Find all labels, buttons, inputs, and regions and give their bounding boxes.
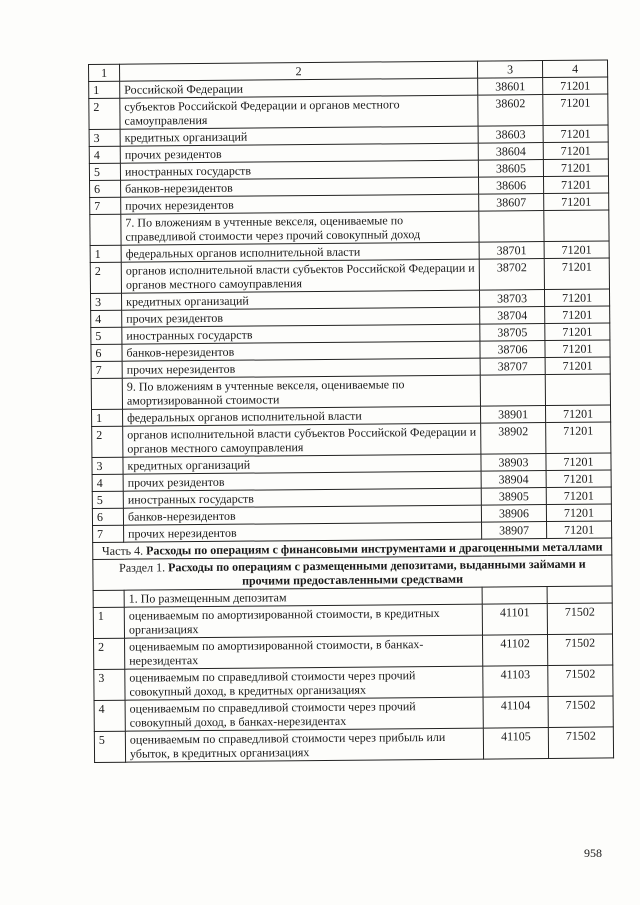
row-description: кредитных организаций — [122, 290, 480, 310]
row-number — [90, 214, 121, 245]
account-code: 38602 — [478, 95, 543, 127]
section-1-title: Расходы по операциям с размещенными депозитами, выданными займами и прочими предоставленными средствами — [168, 556, 586, 588]
row-number — [91, 378, 122, 409]
row-number: 4 — [92, 474, 123, 491]
row-number: 1 — [89, 81, 120, 98]
symbol-code: 71201 — [547, 521, 612, 539]
account-code: 38902 — [481, 423, 546, 455]
account-code — [479, 211, 544, 243]
row-description: органов исполнительной власти субъектов Российской Федерации и органов местного самоуправления — [121, 259, 479, 293]
row-description: оцениваемым по справедливой стоимости через прочий совокупный доход, в кредитных организациях — [125, 666, 483, 700]
table-row — [94, 665, 613, 701]
row-number: 7 — [93, 525, 124, 542]
row-number: 3 — [92, 457, 123, 474]
row-number: 4 — [89, 146, 120, 163]
account-code: 41102 — [482, 635, 547, 667]
row-description: банков-нерезидентов — [122, 341, 480, 361]
symbol-code: 71502 — [548, 665, 613, 697]
symbol-code: 71201 — [546, 504, 611, 522]
account-code: 38704 — [480, 307, 545, 325]
table-row — [89, 94, 608, 130]
row-number: 1 — [90, 245, 121, 262]
accounts-table — [88, 59, 614, 763]
header-cell-2: 2 — [120, 61, 478, 81]
symbol-code: 71502 — [547, 634, 612, 666]
account-code: 41101 — [482, 604, 547, 636]
row-number: 5 — [92, 491, 123, 508]
row-description: субъектов Российской Федерации и органов местного самоуправления — [120, 95, 478, 129]
section-1-heading — [93, 555, 612, 591]
symbol-code: 71502 — [547, 603, 612, 635]
row-description: банков-нерезидентов — [121, 177, 479, 197]
symbol-code: 71201 — [543, 94, 608, 126]
account-code: 38706 — [480, 341, 545, 359]
symbol-code: 71201 — [543, 142, 608, 160]
part-4-prefix: Часть 4. — [101, 543, 147, 558]
table-row — [90, 258, 609, 294]
row-description: 9. По вложениям в учтенные векселя, оцениваемые по амортизированной стоимости — [122, 375, 480, 409]
row-description: федеральных органов исполнительной власти — [121, 242, 479, 262]
account-code: 38701 — [479, 242, 544, 260]
table-row — [94, 634, 613, 670]
symbol-code — [544, 210, 609, 242]
row-number: 3 — [91, 293, 122, 310]
table-row — [94, 696, 613, 732]
row-description: 7. По вложениям в учтенные векселя, оцениваемые по справедливой стоимости через прочий совокупный доход — [121, 211, 479, 245]
row-number: 7 — [91, 361, 122, 378]
account-code: 38903 — [481, 454, 546, 472]
symbol-code: 71201 — [544, 258, 609, 290]
row-description: органов исполнительной власти субъектов Российской Федерации и органов местного самоуправления — [123, 423, 481, 457]
account-code: 38906 — [481, 505, 546, 523]
account-code: 38904 — [481, 471, 546, 489]
row-number: 4 — [91, 310, 122, 327]
row-number: 7 — [90, 197, 121, 214]
row-number: 6 — [92, 508, 123, 525]
row-description: 1. По размещенным депозитам — [124, 587, 482, 607]
symbol-code — [547, 586, 612, 604]
row-number: 3 — [94, 669, 125, 700]
section-1-prefix: Раздел 1. — [119, 560, 169, 575]
symbol-code: 71201 — [544, 241, 609, 259]
table-row — [91, 374, 610, 410]
row-description: оцениваемым по амортизированной стоимости, в банках-нерезидентах — [125, 635, 483, 669]
page-number: 958 — [584, 846, 602, 860]
header-cell-1: 1 — [89, 64, 120, 81]
symbol-code — [545, 374, 610, 406]
table-row — [94, 727, 613, 763]
symbol-code: 71201 — [543, 159, 608, 177]
symbol-code: 71201 — [546, 487, 611, 505]
row-description: прочих нерезидентов — [122, 358, 480, 378]
row-description: банков-нерезидентов — [123, 505, 481, 525]
row-description: кредитных организаций — [123, 454, 481, 474]
account-code: 38703 — [479, 290, 544, 308]
row-description: иностранных государств — [123, 488, 481, 508]
row-number: 3 — [89, 129, 120, 146]
symbol-code: 71502 — [548, 696, 613, 728]
row-number: 4 — [94, 700, 125, 731]
row-number: 2 — [89, 98, 120, 129]
symbol-code: 71201 — [546, 470, 611, 488]
symbol-code: 71201 — [546, 422, 611, 454]
symbol-code: 71201 — [544, 289, 609, 307]
account-code: 38601 — [478, 78, 543, 96]
row-number: 2 — [92, 426, 123, 457]
row-description: прочих резидентов — [120, 143, 478, 163]
symbol-code: 71201 — [546, 453, 611, 471]
row-description: прочих нерезидентов — [124, 522, 482, 542]
row-description: прочих резидентов — [122, 307, 480, 327]
row-number: 5 — [89, 163, 120, 180]
header-cell-3: 3 — [477, 61, 542, 79]
account-code: 41104 — [483, 697, 548, 729]
account-code: 41105 — [483, 728, 548, 760]
row-number: 2 — [90, 262, 121, 293]
account-code — [482, 587, 547, 605]
row-description: оцениваемым по справедливой стоимости через прибыль или убыток, в кредитных организациях — [125, 728, 483, 762]
row-number: 6 — [91, 344, 122, 361]
symbol-code: 71502 — [548, 727, 613, 759]
symbol-code: 71201 — [545, 340, 610, 358]
row-description: оцениваемым по амортизированной стоимости, в кредитных организациях — [124, 604, 482, 638]
table-row — [93, 603, 612, 639]
symbol-code: 71201 — [545, 323, 610, 341]
account-code: 38607 — [479, 194, 544, 212]
section-1-heading-row — [93, 555, 612, 591]
symbol-code: 71201 — [544, 193, 609, 211]
row-description: прочих резидентов — [123, 471, 481, 491]
row-number: 5 — [91, 327, 122, 344]
row-description: оцениваемым по справедливой стоимости через прочий совокупный доход, в банках-нерезидентах — [125, 697, 483, 731]
row-description: иностранных государств — [120, 160, 478, 180]
symbol-code: 71201 — [543, 125, 608, 143]
symbol-code: 71201 — [543, 77, 608, 95]
symbol-code: 71201 — [545, 405, 610, 423]
header-cell-4: 4 — [542, 60, 607, 78]
row-number: 5 — [94, 731, 125, 762]
part-4-title: Расходы по операциям с финансовыми инструментами и драгоценными металлами — [146, 539, 603, 558]
account-code: 38907 — [482, 522, 547, 540]
row-number: 2 — [94, 638, 125, 669]
symbol-code: 71201 — [543, 176, 608, 194]
row-number: 1 — [93, 607, 124, 638]
account-code: 38905 — [481, 488, 546, 506]
row-number: 1 — [92, 409, 123, 426]
account-code: 41103 — [483, 666, 548, 698]
account-code: 38705 — [480, 324, 545, 342]
row-description: Российской Федерации — [120, 78, 478, 98]
account-code: 38606 — [479, 177, 544, 195]
account-code — [480, 375, 545, 407]
account-code: 38707 — [480, 358, 545, 376]
account-code: 38901 — [481, 406, 546, 424]
row-number: 6 — [90, 180, 121, 197]
row-description: прочих нерезидентов — [121, 194, 479, 214]
symbol-code: 71201 — [545, 357, 610, 375]
table-row — [92, 422, 611, 458]
table-row — [90, 210, 609, 246]
account-code: 38702 — [479, 259, 544, 291]
row-description: иностранных государств — [122, 324, 480, 344]
account-code: 38604 — [478, 143, 543, 161]
symbol-code: 71201 — [545, 306, 610, 324]
row-description: кредитных организаций — [120, 126, 478, 146]
row-number — [93, 590, 124, 607]
row-description: федеральных органов исполнительной власти — [123, 406, 481, 426]
account-code: 38603 — [478, 126, 543, 144]
account-code: 38605 — [478, 160, 543, 178]
